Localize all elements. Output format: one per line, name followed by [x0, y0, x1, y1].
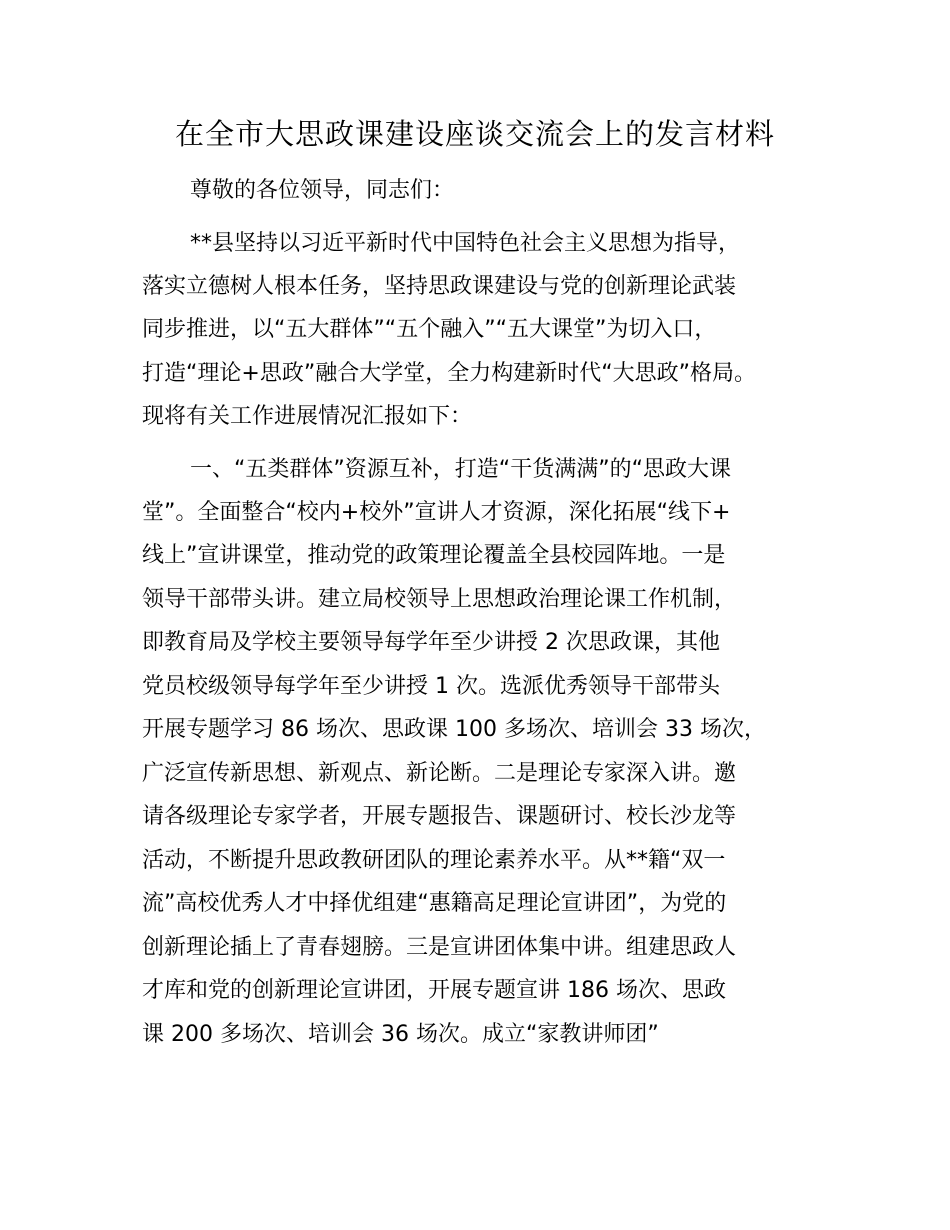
paragraph-line: 即教育局及学校主要领导每学年至少讲授 2 次思政课，其他 [142, 630, 720, 655]
paragraph-line: 流”高校优秀人才中择优组建“惠籍高足理论宣讲团”，为党的 [142, 891, 727, 916]
paragraph-line: 同步推进，以“五大群体”“五个融入”“五大课堂”为切入口， [142, 317, 717, 342]
paragraph-line: 创新理论插上了青春翅膀。三是宣讲团体集中讲。组建思政人 [142, 935, 737, 960]
paragraph-line: 一、“五类群体”资源互补，打造“干货满满”的“思政大课 [190, 457, 731, 482]
paragraph-line: 广泛宣传新思想、新观点、新论断。二是理论专家深入讲。邀 [142, 761, 737, 786]
paragraph-line: 打造“理论+思政”融合大学堂，全力构建新时代“大思政”格局。 [142, 361, 757, 386]
paragraph-line: 课 200 多场次、培训会 36 场次。成立“家教讲师团” [142, 1022, 659, 1047]
paragraph-line: 落实立德树人根本任务，坚持思政课建设与党的创新理论武装 [142, 274, 737, 299]
paragraph-line: 才库和党的创新理论宣讲团，开展专题宣讲 186 场次、思政 [142, 978, 726, 1003]
paragraph-line: 活动，不断提升思政教研团队的理论素养水平。从**籍“双一 [142, 848, 726, 873]
paragraph-line: 开展专题学习 86 场次、思政课 100 多场次、培训会 33 场次， [142, 717, 766, 742]
paragraph-line: 现将有关工作进展情况汇报如下： [142, 404, 473, 429]
paragraph-line: **县坚持以习近平新时代中国特色社会主义思想为指导， [190, 231, 741, 256]
document-title: 在全市大思政课建设座谈交流会上的发言材料 [174, 117, 775, 151]
paragraph-line: 线上”宣讲课堂，推动党的政策理论覆盖全县校园阵地。一是 [142, 543, 726, 568]
paragraph-line: 堂”。全面整合“校内+校外”宣讲人才资源，深化拓展“线下+ [142, 500, 731, 525]
salutation-line: 尊敬的各位领导，同志们： [190, 178, 455, 203]
paragraph-line: 领导干部带头讲。建立局校领导上思想政治理论课工作机制， [142, 587, 737, 612]
paragraph-line: 党员校级领导每学年至少讲授 1 次。选派优秀领导干部带头 [142, 674, 720, 699]
paragraph-line: 请各级理论专家学者，开展专题报告、课题研讨、校长沙龙等 [142, 804, 737, 829]
